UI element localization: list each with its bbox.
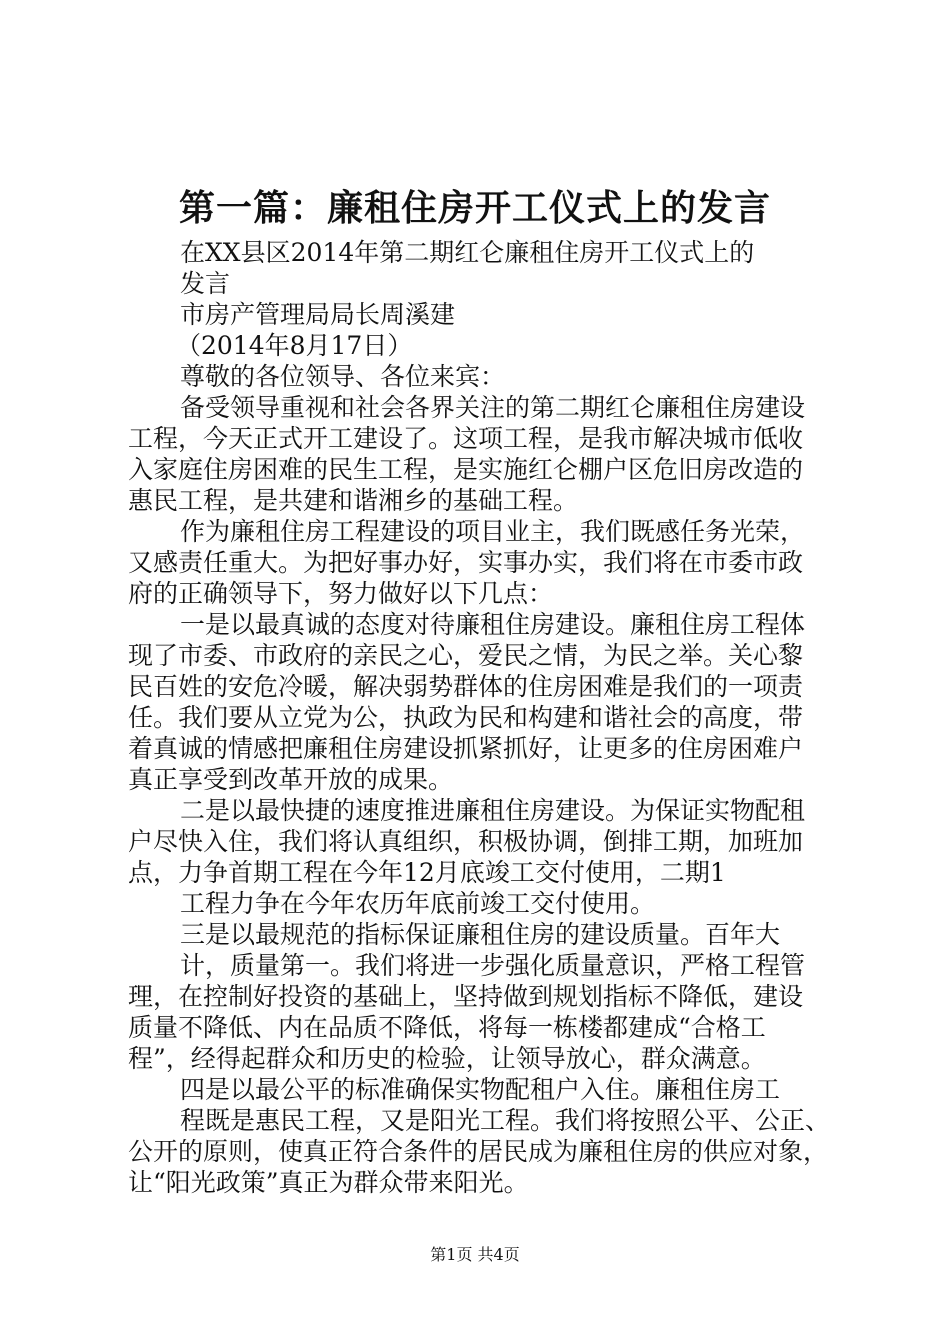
paragraph-line: 工程，今天正式开工建设了。这项工程，是我市解决城市低收: [128, 424, 804, 453]
date-line: （2014年8月17日）: [176, 331, 413, 360]
salutation-line: 尊敬的各位领导、各位来宾：: [180, 362, 506, 391]
speaker-line: 市房产管理局局长周溪建: [180, 300, 456, 329]
paragraph-line: 民百姓的安危冷暖，解决弱势群体的住房困难是我们的一项责: [128, 672, 804, 701]
paragraph-line: 一是以最真诚的态度对待廉租住房建设。廉租住房工程体: [180, 610, 806, 639]
paragraph-line: 公开的原则，使真正符合条件的居民成为廉租住房的供应对象，: [128, 1137, 829, 1166]
paragraph-line: 任。我们要从立党为公，执政为民和构建和谐社会的高度，带: [128, 703, 804, 732]
paragraph-line: 点，力争首期工程在今年12月底竣工交付使用，二期1: [128, 858, 726, 887]
paragraph-line: 工程力争在今年农历年底前竣工交付使用。: [180, 889, 656, 918]
paragraph-line: 程既是惠民工程，又是阳光工程。我们将按照公平、公正、: [180, 1106, 831, 1135]
paragraph-line: 着真诚的情感把廉租住房建设抓紧抓好，让更多的住房困难户: [128, 734, 804, 763]
subtitle-line-1: 在XX县区2014年第二期红仑廉租住房开工仪式上的: [180, 238, 755, 267]
paragraph-line: 真正享受到改革开放的成果。: [128, 765, 454, 794]
document-title: 第一篇：廉租住房开工仪式上的发言: [178, 187, 771, 229]
subtitle-line-2: 发言: [180, 269, 231, 298]
paragraph-line: 备受领导重视和社会各界关注的第二期红仑廉租住房建设: [180, 393, 806, 422]
paragraph-line: 府的正确领导下，努力做好以下几点：: [128, 579, 554, 608]
paragraph-line: 计，质量第一。我们将进一步强化质量意识，严格工程管: [180, 951, 806, 980]
paragraph-line: 又感责任重大。为把好事办好，实事办实，我们将在市委市政: [128, 548, 804, 577]
paragraph-line: 程”，经得起群众和历史的检验，让领导放心，群众满意。: [128, 1044, 766, 1073]
paragraph-line: 让“阳光政策”真正为群众带来阳光。: [128, 1168, 529, 1197]
paragraph-line: 作为廉租住房工程建设的项目业主，我们既感任务光荣，: [180, 517, 806, 546]
paragraph-line: 惠民工程，是共建和谐湘乡的基础工程。: [128, 486, 579, 515]
paragraph-line: 理，在控制好投资的基础上，坚持做到规划指标不降低，建设: [128, 982, 804, 1011]
page-number-footer: 第1页 共4页: [430, 1245, 520, 1264]
paragraph-line: 质量不降低、内在品质不降低，将每一栋楼都建成“合格工: [128, 1013, 766, 1042]
paragraph-line: 三是以最规范的指标保证廉租住房的建设质量。百年大: [180, 920, 781, 949]
paragraph-line: 四是以最公平的标准确保实物配租户入住。廉租住房工: [180, 1075, 781, 1104]
paragraph-line: 入家庭住房困难的民生工程，是实施红仑棚户区危旧房改造的: [128, 455, 804, 484]
paragraph-line: 二是以最快捷的速度推进廉租住房建设。为保证实物配租: [180, 796, 806, 825]
paragraph-line: 现了市委、市政府的亲民之心，爱民之情，为民之举。关心黎: [128, 641, 804, 670]
paragraph-line: 户尽快入住，我们将认真组织，积极协调，倒排工期，加班加: [128, 827, 804, 856]
